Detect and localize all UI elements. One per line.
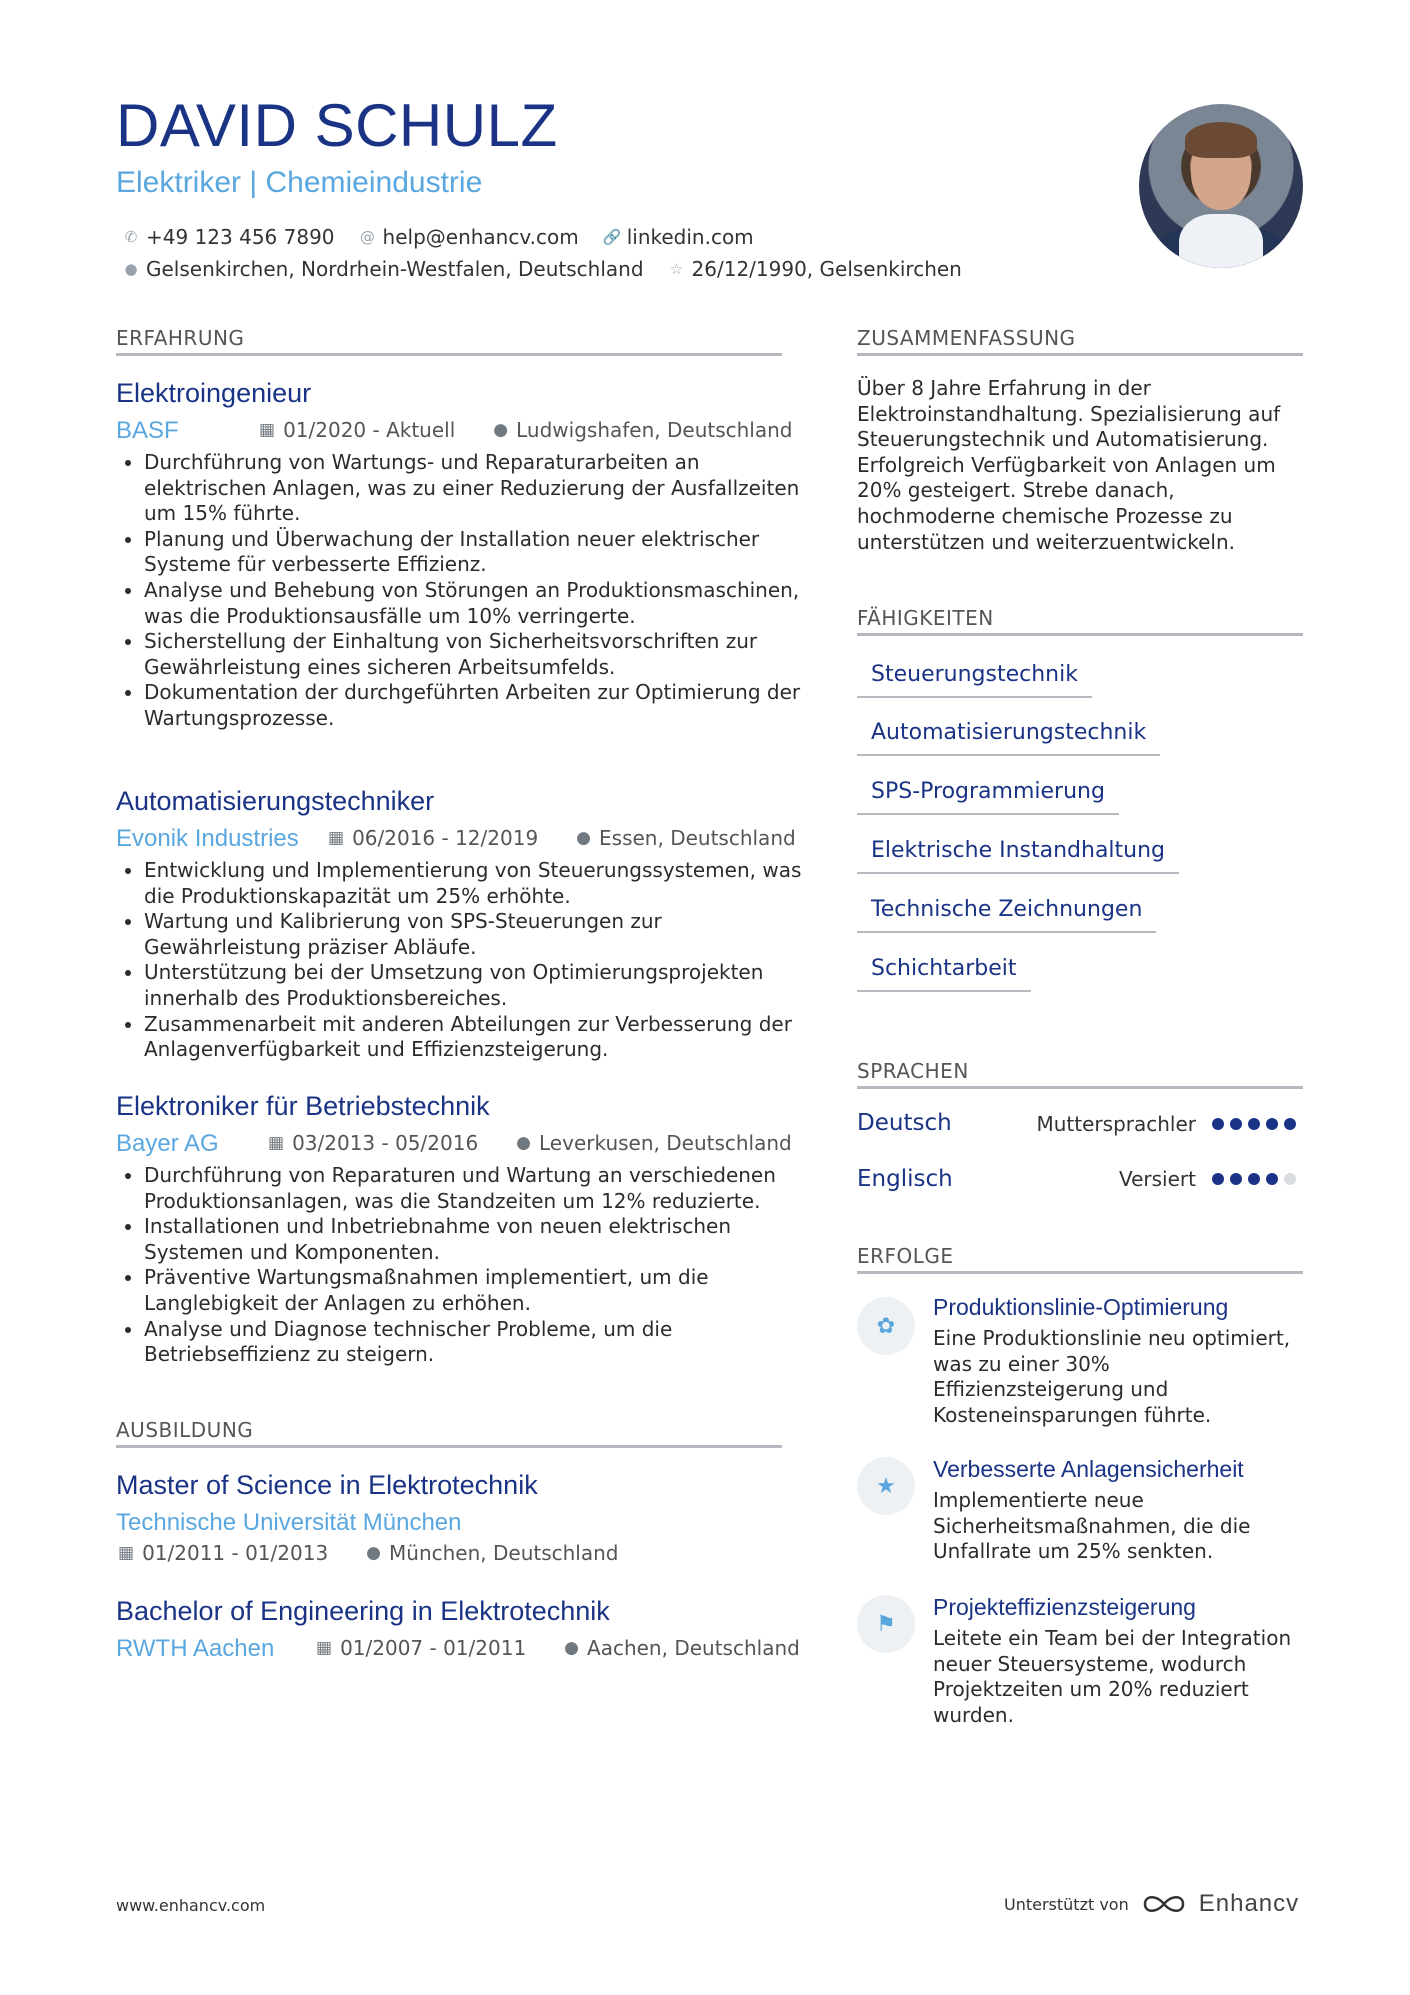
language-name: Deutsch <box>857 1110 952 1136</box>
degree-title: Master of Science in Elektrotechnik <box>116 1470 538 1500</box>
language-rating <box>1212 1173 1296 1185</box>
job-bullets <box>116 1163 804 1368</box>
achievement-title: Projekteffizienzsteigerung <box>933 1594 1196 1620</box>
at-icon: @ <box>360 228 376 246</box>
list-item: • Installationen und Inbetriebnahme von neuen elektrischen Systemen und Komponenten. <box>144 1214 804 1265</box>
skill-tag: Elektrische Instandhaltung <box>857 838 1179 874</box>
job-meta <box>259 420 792 440</box>
education-meta <box>316 1638 800 1658</box>
achievement-text: Leitete ein Team bei der Integration neuer Steuersysteme, wodurch Projektzeiten um 20% reduziert wurden. <box>933 1626 1292 1727</box>
list-item: • Durchführung von Reparaturen und Wartung an verschiedenen Produktionsanlagen, was die Standzeiten um 12% reduzierte. <box>144 1163 804 1214</box>
language-name: Englisch <box>857 1166 953 1192</box>
company-name: Bayer AG <box>116 1130 219 1157</box>
company-name: BASF <box>116 417 179 444</box>
map-pin-icon: ● <box>493 419 509 440</box>
brand-name: Enhancv <box>1198 1890 1300 1917</box>
email-text[interactable]: help@enhancv.com <box>382 225 579 249</box>
phone-item <box>122 225 335 249</box>
language-rating <box>1212 1118 1296 1130</box>
rating-dot <box>1266 1118 1278 1130</box>
footer-branding <box>1004 1890 1299 1918</box>
achievement-text: Eine Produktionslinie neu optimiert, was zu einer 30% Effizienzsteigerung und Kosteneinsparungen führte. <box>933 1326 1291 1427</box>
rating-dot <box>1212 1173 1224 1185</box>
phone-text: +49 123 456 7890 <box>146 225 335 249</box>
education-location: Aachen, Deutschland <box>587 1636 800 1660</box>
map-pin-icon: ● <box>564 1637 580 1658</box>
rating-dot <box>1248 1173 1260 1185</box>
job-meta <box>268 1133 792 1153</box>
job-dates: 03/2013 - 05/2016 <box>292 1131 479 1155</box>
rating-dot <box>1248 1118 1260 1130</box>
location-text: Gelsenkirchen, Nordrhein-Westfalen, Deutschland <box>146 257 644 281</box>
candidate-title: Elektriker | Chemieindustrie <box>116 166 483 199</box>
ribbon-icon: ✿ <box>857 1297 915 1355</box>
map-pin-icon: ● <box>366 1542 382 1563</box>
degree-title: Bachelor of Engineering in Elektrotechnik <box>116 1596 610 1626</box>
candidate-name: DAVID SCHULZ <box>116 92 558 159</box>
rating-dot <box>1230 1173 1242 1185</box>
email-item[interactable] <box>359 225 579 249</box>
summary-text: Über 8 Jahre Erfahrung in der Elektroinstandhaltung. Spezialisierung auf Steuerungstechnik und Automatisierung. Erfolgreich Verfügbarkeit von Anlagen um 20% gesteigert. Strebe danach, hochmoderne chemische Prozesse zu unterstützen und weiterzuentwickeln. <box>857 376 1281 554</box>
list-item: • Durchführung von Wartungs- und Reparaturarbeiten an elektrischen Anlagen, was zu einer Reduzierung der Ausfallzeiten um 15% führte. <box>144 450 804 527</box>
map-pin-icon: ● <box>124 260 138 278</box>
rating-dot <box>1230 1118 1242 1130</box>
rating-dot <box>1266 1173 1278 1185</box>
list-item: • Entwicklung und Implementierung von Steuerungssystemen, was die Produktionskapazität um 25% erhöhte. <box>144 858 804 909</box>
job-dates: 01/2020 - Aktuell <box>283 418 456 442</box>
achievement-title: Produktionslinie-Optimierung <box>933 1294 1229 1320</box>
rating-dot <box>1284 1173 1296 1185</box>
flag-icon: ⚑ <box>857 1595 915 1653</box>
job-bullets <box>116 858 804 1063</box>
job-title: Automatisierungstechniker <box>116 786 435 816</box>
linkedin-item[interactable] <box>603 225 754 249</box>
job-title: Elektroingenieur <box>116 378 312 408</box>
section-skills-heading: FÄHIGKEITEN <box>857 606 1303 636</box>
section-summary-heading: ZUSAMMENFASSUNG <box>857 326 1303 356</box>
calendar-icon: ▦ <box>118 1542 135 1563</box>
rating-dot <box>1284 1118 1296 1130</box>
section-achievements-heading: ERFOLGE <box>857 1244 1303 1274</box>
achievement-title: Verbesserte Anlagensicherheit <box>933 1456 1244 1482</box>
calendar-icon: ▦ <box>268 1132 285 1153</box>
rating-dot <box>1212 1118 1224 1130</box>
list-item: • Wartung und Kalibrierung von SPS-Steuerungen zur Gewährleistung präziser Abläufe. <box>144 909 804 960</box>
job-location: Leverkusen, Deutschland <box>539 1131 792 1155</box>
section-education-heading: AUSBILDUNG <box>116 1418 782 1448</box>
skill-tag: Automatisierungstechnik <box>857 720 1160 756</box>
calendar-icon: ▦ <box>259 419 276 440</box>
profile-photo <box>1139 104 1303 268</box>
calendar-icon: ▦ <box>316 1637 333 1658</box>
birth-text: 26/12/1990, Gelsenkirchen <box>691 257 962 281</box>
contact-row-2 <box>122 257 962 281</box>
list-item: • Dokumentation der durchgeführten Arbeiten zur Optimierung der Wartungsprozesse. <box>144 680 804 731</box>
map-pin-icon: ● <box>516 1132 532 1153</box>
job-bullets <box>116 450 804 732</box>
list-item: • Präventive Wartungsmaßnahmen implementiert, um die Langlebigkeit der Anlagen zu erhöhen. <box>144 1265 804 1316</box>
school-name: Technische Universität München <box>116 1509 462 1536</box>
list-item: • Planung und Überwachung der Installation neuer elektrischer Systeme für verbesserte Effizienz. <box>144 527 804 578</box>
job-dates: 06/2016 - 12/2019 <box>352 826 539 850</box>
skill-tag: Steuerungstechnik <box>857 662 1092 698</box>
list-item: • Unterstützung bei der Umsetzung von Optimierungsprojekten innerhalb des Produktionsbereiches. <box>144 960 804 1011</box>
powered-by-text: Unterstützt von <box>1004 1894 1129 1914</box>
enhancv-logo-icon <box>1141 1891 1187 1917</box>
language-level: Versiert <box>1118 1167 1196 1191</box>
achievement-text: Implementierte neue Sicherheitsmaßnahmen, die die Unfallrate um 25% senkten. <box>933 1488 1251 1564</box>
skill-tag: Schichtarbeit <box>857 956 1031 992</box>
job-meta <box>328 828 796 848</box>
section-languages-heading: SPRACHEN <box>857 1059 1303 1089</box>
linkedin-text[interactable]: linkedin.com <box>626 225 754 249</box>
school-name: RWTH Aachen <box>116 1635 275 1662</box>
calendar-icon: ▦ <box>328 827 345 848</box>
footer-website[interactable]: www.enhancv.com <box>116 1896 266 1915</box>
list-item: • Analyse und Diagnose technischer Probleme, um die Betriebseffizienz zu steigern. <box>144 1317 804 1368</box>
location-item <box>122 257 644 281</box>
education-dates: 01/2007 - 01/2011 <box>340 1636 527 1660</box>
birth-item <box>668 257 962 281</box>
language-level: Muttersprachler <box>1036 1112 1196 1136</box>
contact-row-1 <box>122 225 754 249</box>
phone-icon: ✆ <box>124 228 138 246</box>
job-location: Ludwigshafen, Deutschland <box>516 418 793 442</box>
job-location: Essen, Deutschland <box>599 826 796 850</box>
company-name: Evonik Industries <box>116 825 299 852</box>
list-item: • Analyse und Behebung von Störungen an Produktionsmaschinen, was die Produktionsausfälle um 10% verringerte. <box>144 578 804 629</box>
star-outline-icon: ☆ <box>669 260 684 278</box>
star-icon: ★ <box>857 1457 915 1515</box>
education-location: München, Deutschland <box>389 1541 619 1565</box>
skill-tag: SPS-Programmierung <box>857 779 1119 815</box>
education-dates: 01/2011 - 01/2013 <box>142 1541 329 1565</box>
link-icon: 🔗 <box>602 228 622 246</box>
section-experience-heading: ERFAHRUNG <box>116 326 782 356</box>
job-title: Elektroniker für Betriebstechnik <box>116 1091 490 1121</box>
list-item: • Zusammenarbeit mit anderen Abteilungen zur Verbesserung der Anlagenverfügbarkeit und Effizienzsteigerung. <box>144 1012 804 1063</box>
education-meta <box>118 1543 619 1563</box>
skill-tag: Technische Zeichnungen <box>857 897 1156 933</box>
map-pin-icon: ● <box>576 827 592 848</box>
list-item: • Sicherstellung der Einhaltung von Sicherheitsvorschriften zur Gewährleistung eines sicheren Arbeitsumfelds. <box>144 629 804 680</box>
